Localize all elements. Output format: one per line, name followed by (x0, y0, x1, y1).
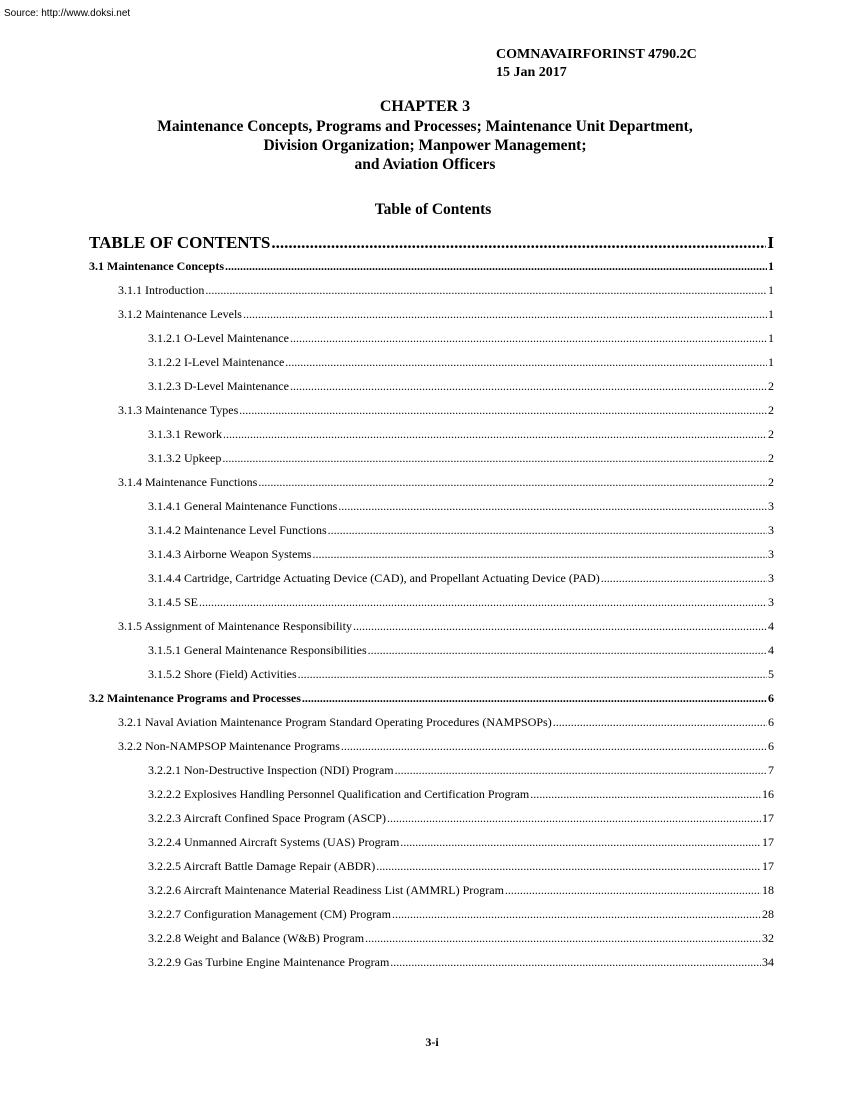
toc-dot-leader (341, 739, 767, 754)
toc-dot-leader (222, 451, 767, 466)
toc-dot-leader (392, 907, 761, 922)
toc-entry-label: 3.2.2 Non-NAMPSOP Maintenance Programs (118, 739, 340, 753)
toc-dot-leader (271, 233, 766, 253)
source-url: Source: http://www.doksi.net (4, 8, 131, 19)
toc-entry[interactable] (89, 379, 774, 403)
toc-dot-leader (223, 427, 767, 442)
toc-entry-page: 2 (768, 427, 774, 441)
toc-dot-leader (290, 331, 767, 346)
toc-dot-leader (285, 355, 767, 370)
toc-entry-page: 1 (768, 283, 774, 297)
instruction-number: COMNAVAIRFORINST 4790.2C (496, 47, 697, 62)
toc-entry[interactable] (89, 307, 774, 331)
toc-entry-label: 3.2.2.4 Unmanned Aircraft Systems (UAS) Program (148, 835, 400, 849)
toc-entry-page: 6 (768, 715, 774, 729)
toc-entry-label: 3.1 Maintenance Concepts (89, 259, 224, 273)
toc-entry[interactable] (89, 811, 774, 835)
toc-entry-label: 3.2.2.5 Aircraft Battle Damage Repair (ABDR) (148, 859, 376, 873)
toc-dot-leader (376, 859, 761, 874)
toc-entry[interactable] (89, 547, 774, 571)
toc-dot-leader (205, 283, 767, 298)
toc-entry-page: 2 (768, 403, 774, 417)
toc-entry-page: 3 (768, 571, 774, 585)
toc-entry-page: 3 (768, 523, 774, 537)
toc-entry-page: 6 (768, 739, 774, 753)
table-of-contents (89, 233, 774, 979)
toc-entry[interactable] (89, 427, 774, 451)
toc-entry-page: 2 (768, 379, 774, 393)
toc-dot-leader (530, 787, 761, 802)
toc-entry[interactable] (89, 475, 774, 499)
toc-entry-page: 7 (768, 763, 774, 777)
toc-entry-page: 17 (762, 859, 774, 873)
toc-entry[interactable] (89, 763, 774, 787)
toc-dot-leader (390, 955, 761, 970)
toc-entry[interactable] (89, 595, 774, 619)
toc-entry-page: 34 (762, 955, 774, 969)
toc-dot-leader (239, 403, 767, 418)
toc-entry-label: 3.2.2.9 Gas Turbine Engine Maintenance Program (148, 955, 390, 969)
toc-entry-label: 3.1.1 Introduction (118, 283, 205, 297)
toc-entry-page: 3 (768, 595, 774, 609)
toc-entry-label: 3.2.2.1 Non-Destructive Inspection (NDI) Program (148, 763, 394, 777)
toc-entry-label: 3.2.1 Naval Aviation Maintenance Program Standard Operating Procedures (NAMPSOPs) (118, 715, 552, 729)
toc-entry-label: 3.1.3.1 Rework (148, 427, 222, 441)
toc-dot-leader (312, 547, 767, 562)
toc-entry-label: 3.1.2.2 I-Level Maintenance (148, 355, 285, 369)
toc-entry-page: 5 (768, 667, 774, 681)
toc-entry-label: 3.2.2.3 Aircraft Confined Space Program (ASCP) (148, 811, 386, 825)
document-date: 15 Jan 2017 (496, 65, 567, 80)
toc-entry[interactable] (89, 691, 774, 715)
toc-entry-label: 3.2.2.7 Configuration Management (CM) Program (148, 907, 391, 921)
toc-entry[interactable] (89, 259, 774, 283)
toc-dot-leader (243, 307, 767, 322)
toc-dot-leader (353, 619, 767, 634)
toc-entry-label: 3.1.5 Assignment of Maintenance Responsibility (118, 619, 352, 633)
toc-entry[interactable] (89, 955, 774, 979)
chapter-title-block (0, 97, 850, 174)
toc-entry-page: 28 (762, 907, 774, 921)
toc-dot-leader (505, 883, 761, 898)
toc-entry-label: 3.2.2.2 Explosives Handling Personnel Qualification and Certification Program (148, 787, 530, 801)
toc-entry-page: 16 (762, 787, 774, 801)
toc-dot-leader (258, 475, 767, 490)
toc-entry-label: 3.1.4.1 General Maintenance Functions (148, 499, 338, 513)
toc-entry-page: 1 (768, 331, 774, 345)
toc-entry-page: 32 (762, 931, 774, 945)
toc-entry-label: 3.1.2.3 D-Level Maintenance (148, 379, 289, 393)
toc-entry[interactable] (89, 619, 774, 643)
chapter-title-line-2: Division Organization; Manpower Management; (263, 137, 587, 154)
toc-entry[interactable] (89, 787, 774, 811)
toc-entry-page: 2 (768, 451, 774, 465)
toc-entry[interactable] (89, 499, 774, 523)
toc-dot-leader (387, 811, 761, 826)
toc-entry-page: 3 (768, 547, 774, 561)
toc-entry[interactable] (89, 739, 774, 763)
toc-entry-page: 17 (762, 835, 774, 849)
toc-entry-label: 3.1.5.2 Shore (Field) Activities (148, 667, 297, 681)
toc-entry[interactable] (89, 931, 774, 955)
toc-entry-label: 3.1.4.4 Cartridge, Cartridge Actuating Device (CAD), and Propellant Actuating Device (PAD) (148, 571, 600, 585)
toc-entry-label: 3.1.3 Maintenance Types (118, 403, 239, 417)
toc-entry-page: 1 (768, 355, 774, 369)
toc-entry[interactable] (89, 355, 774, 379)
toc-entry[interactable] (89, 331, 774, 355)
toc-entry[interactable] (89, 451, 774, 475)
toc-entry-label: 3.1.3.2 Upkeep (148, 451, 222, 465)
toc-entry[interactable] (89, 859, 774, 883)
toc-entry-label: 3.2.2.8 Weight and Balance (W&B) Program (148, 931, 365, 945)
toc-entry-label: 3.1.5.1 General Maintenance Responsibilities (148, 643, 367, 657)
toc-entry-label: 3.1.2 Maintenance Levels (118, 307, 242, 321)
toc-dot-leader (328, 523, 767, 538)
toc-entry[interactable] (89, 233, 774, 257)
toc-dot-leader (395, 763, 767, 778)
toc-entry[interactable] (89, 643, 774, 667)
toc-dot-leader (338, 499, 767, 514)
toc-entry[interactable] (89, 283, 774, 307)
page-number: 3-i (425, 1035, 439, 1049)
chapter-title-line-3: and Aviation Officers (354, 156, 496, 173)
toc-dot-leader (225, 259, 767, 274)
toc-dot-leader (365, 931, 761, 946)
toc-entry-page: I (767, 233, 774, 252)
toc-dot-leader (368, 643, 767, 658)
toc-entry[interactable] (89, 667, 774, 691)
toc-entry-label: 3.1.4.3 Airborne Weapon Systems (148, 547, 312, 561)
toc-dot-leader (553, 715, 767, 730)
toc-entry-label: 3.1.4 Maintenance Functions (118, 475, 258, 489)
toc-entry[interactable] (89, 835, 774, 859)
toc-entry-label: 3.1.2.1 O-Level Maintenance (148, 331, 289, 345)
toc-entry-page: 18 (762, 883, 774, 897)
chapter-label: CHAPTER 3 (379, 98, 471, 115)
toc-dot-leader (290, 379, 767, 394)
toc-entry-page: 4 (768, 643, 774, 657)
toc-entry[interactable] (89, 907, 774, 931)
toc-entry-page: 6 (768, 691, 774, 705)
toc-entry-page: 3 (768, 499, 774, 513)
toc-entry-label: 3.1.4.2 Maintenance Level Functions (148, 523, 327, 537)
toc-heading: Table of Contents (374, 201, 492, 218)
toc-entry[interactable] (89, 571, 774, 595)
toc-entry-page: 17 (762, 811, 774, 825)
toc-dot-leader (298, 667, 767, 682)
toc-entry-label: TABLE OF CONTENTS (89, 233, 271, 252)
toc-dot-leader (199, 595, 767, 610)
document-header (496, 46, 697, 82)
toc-entry-page: 1 (768, 259, 774, 273)
toc-entry[interactable] (89, 403, 774, 427)
toc-dot-leader (601, 571, 767, 586)
toc-entry[interactable] (89, 883, 774, 907)
toc-entry[interactable] (89, 523, 774, 547)
toc-entry-page: 1 (768, 307, 774, 321)
toc-dot-leader (400, 835, 761, 850)
toc-entry-page: 4 (768, 619, 774, 633)
toc-entry-label: 3.1.4.5 SE (148, 595, 199, 609)
toc-dot-leader (302, 691, 767, 706)
toc-entry-label: 3.2.2.6 Aircraft Maintenance Material Readiness List (AMMRL) Program (148, 883, 504, 897)
toc-entry-label: 3.2 Maintenance Programs and Processes (89, 691, 301, 705)
toc-entry[interactable] (89, 715, 774, 739)
toc-entry-page: 2 (768, 475, 774, 489)
chapter-title-line-1: Maintenance Concepts, Programs and Processes; Maintenance Unit Department, (157, 118, 693, 135)
